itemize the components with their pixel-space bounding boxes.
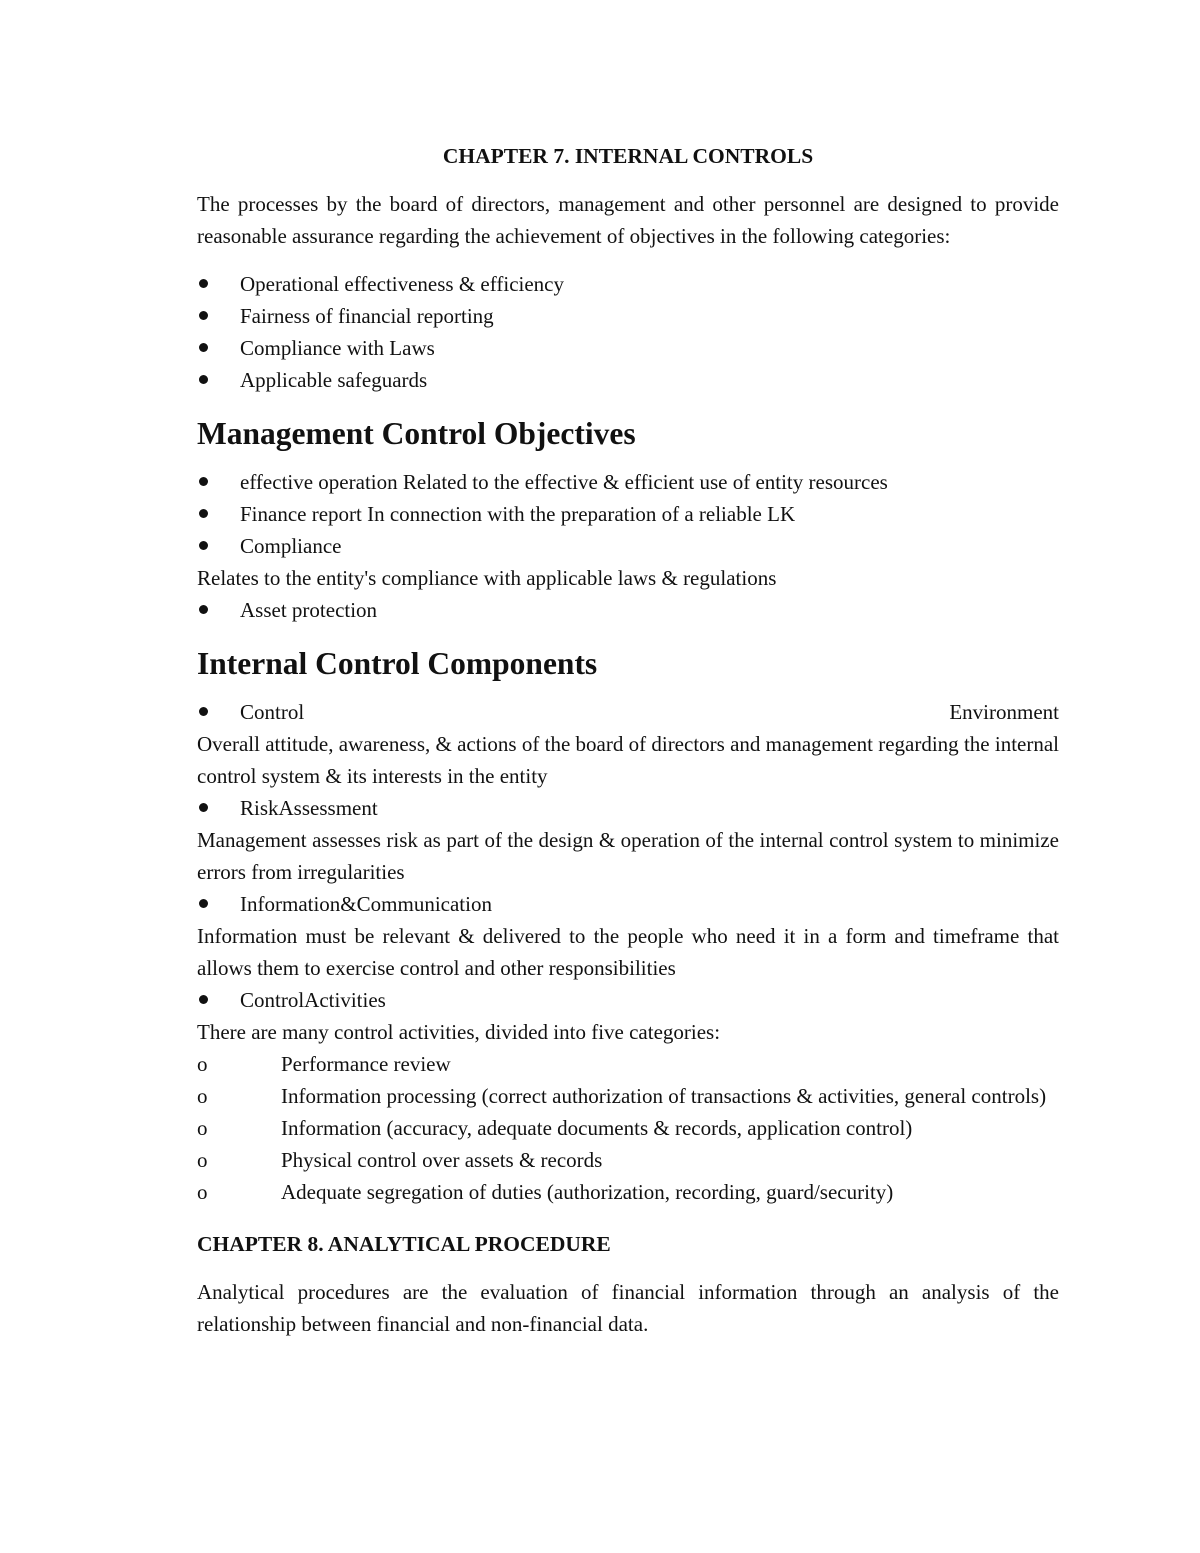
bullet-icon xyxy=(199,477,208,486)
list-item: Fairness of financial reporting xyxy=(197,300,1059,332)
list-item: o Physical control over assets & records xyxy=(197,1144,1059,1176)
risk-assessment-desc: Management assesses risk as part of the design & operation of the internal control system to minimize errors from irregularities xyxy=(197,828,1059,884)
list-item: Control Environment xyxy=(197,696,1059,728)
categories-list xyxy=(197,268,1059,396)
list-item: ControlActivities xyxy=(197,984,1059,1016)
compliance-note: Relates to the entity's compliance with applicable laws & regulations xyxy=(197,566,777,590)
list-item: Operational effectiveness & efficiency xyxy=(197,268,1059,300)
control-environment-item xyxy=(197,696,1059,728)
bullet-icon xyxy=(199,605,208,614)
list-item: o Information (accuracy, adequate documents & records, application control) xyxy=(197,1112,1059,1144)
list-item: Finance report In connection with the preparation of a reliable LK xyxy=(197,498,1059,530)
chapter-8-intro: Analytical procedures are the evaluation of financial information through an analysis of the relationship between financial and non-financial data. xyxy=(197,1280,1059,1336)
bullet-icon xyxy=(199,343,208,352)
information-communication-item xyxy=(197,888,1059,920)
components-heading: Internal Control Components xyxy=(197,646,598,681)
control-activities-desc: There are many control activities, divided into five categories: xyxy=(197,1020,721,1044)
list-item: Compliance xyxy=(197,530,1059,562)
list-item: effective operation Related to the effective & efficient use of entity resources xyxy=(197,466,1059,498)
list-item: Applicable safeguards xyxy=(197,364,1059,396)
risk-assessment-item xyxy=(197,792,1059,824)
bullet-icon xyxy=(199,279,208,288)
circle-marker-icon: o xyxy=(197,1180,208,1204)
asset-protection-list xyxy=(197,594,1059,626)
circle-marker-icon: o xyxy=(197,1116,208,1140)
list-item: Information&Communication xyxy=(197,888,1059,920)
list-item: o Adequate segregation of duties (authorization, recording, guard/security) xyxy=(197,1176,1059,1208)
chapter-8-title: CHAPTER 8. ANALYTICAL PROCEDURE xyxy=(197,1232,611,1256)
information-communication-desc: Information must be relevant & delivered to the people who need it in a form and timeframe that allows them to exercise control and other responsibilities xyxy=(197,924,1059,980)
control-activities-list xyxy=(197,1048,1059,1208)
control-activities-item xyxy=(197,984,1059,1016)
document-page xyxy=(197,140,1059,1340)
chapter-7-intro: The processes by the board of directors, management and other personnel are designed to provide reasonable assurance regarding the achievement of objectives in the following categories: xyxy=(197,192,1059,248)
bullet-icon xyxy=(199,509,208,518)
bullet-icon xyxy=(199,541,208,550)
bullet-icon xyxy=(199,311,208,320)
list-item: RiskAssessment xyxy=(197,792,1059,824)
list-item: Compliance with Laws xyxy=(197,332,1059,364)
circle-marker-icon: o xyxy=(197,1052,208,1076)
circle-marker-icon: o xyxy=(197,1084,208,1108)
management-objectives-heading: Management Control Objectives xyxy=(197,416,636,451)
circle-marker-icon: o xyxy=(197,1148,208,1172)
chapter-7-title: CHAPTER 7. INTERNAL CONTROLS xyxy=(442,144,814,168)
management-objectives-list xyxy=(197,466,1059,562)
list-item: o Performance review xyxy=(197,1048,1059,1080)
bullet-icon xyxy=(199,707,208,716)
bullet-icon xyxy=(199,803,208,812)
control-environment-desc: Overall attitude, awareness, & actions of the board of directors and management regarding the internal control system & its interests in the entity xyxy=(197,732,1059,788)
bullet-icon xyxy=(199,995,208,1004)
list-item: o Information processing (correct authorization of transactions & activities, general controls) xyxy=(197,1080,1059,1112)
list-item: Asset protection xyxy=(197,594,1059,626)
bullet-icon xyxy=(199,375,208,384)
bullet-icon xyxy=(199,899,208,908)
